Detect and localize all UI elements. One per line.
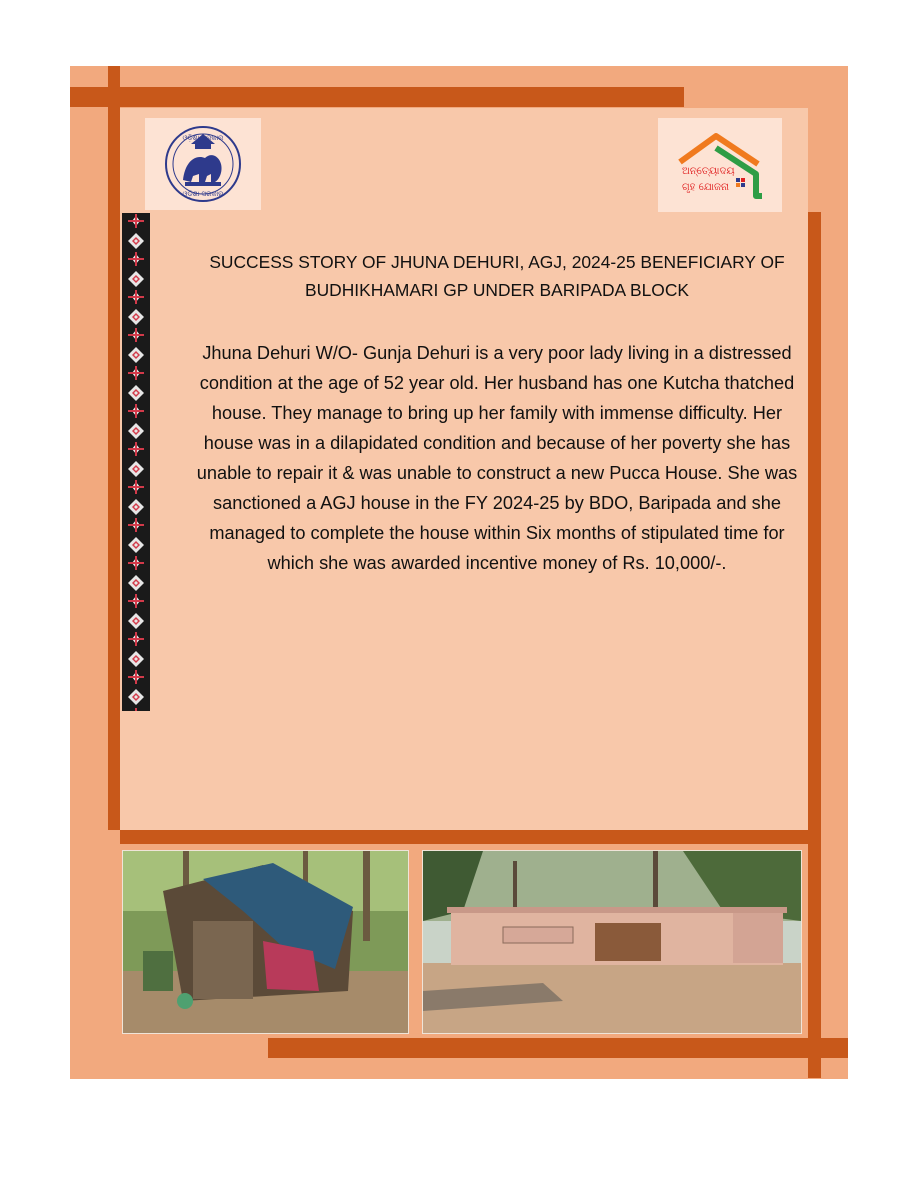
top-bar (70, 87, 684, 107)
pucca-house-image-icon (423, 851, 801, 1033)
middle-bar (120, 830, 821, 844)
kutcha-hut-image-icon (123, 851, 408, 1033)
story-paragraph: Jhuna Dehuri W/O- Gunja Dehuri is a very poor lady living in a distressed condition at the age of 52 year old. Her husband has one Kutcha thatched house. They manage to bring up her family with immense difficulty. Her house was in a dilapidated condition and because of her poverty she has unable to repair it & was unable to construct a new Pucca House. She was sanctioned a AGJ house in the FY 2024-25 by BDO, Baripada and she managed to complete the house within Six months of stipulated time for which she was awarded incentive money of Rs. 10,000/-. (196, 343, 798, 573)
right-vertical-bar (808, 212, 821, 1078)
seal-text-bottom: ଓଡ଼ିଶା ସରକାର (182, 190, 224, 198)
story-headline: SUCCESS STORY OF JHUNA DEHURI, AGJ, 2024-25 BENEFICIARY OF BUDHIKHAMARI GP UNDER BARIPADA BLOCK (209, 252, 785, 300)
odisha-seal-icon (145, 118, 261, 210)
after-house-photo (422, 850, 802, 1034)
before-house-photo (122, 850, 409, 1034)
bottom-bar (268, 1038, 848, 1058)
ikat-motif-border (122, 213, 150, 711)
scheme-name-line2: ଗୃହ ଯୋଜନା (682, 182, 730, 193)
left-vertical-bar (108, 66, 120, 830)
scheme-logo-box (658, 118, 782, 212)
odisha-seal-logo-box (145, 118, 261, 210)
house-logo-icon (658, 118, 782, 212)
scheme-name-line1: ଅନ୍ତ୍ୟୋଦୟ (682, 166, 735, 177)
ikat-pattern-icon (122, 213, 150, 711)
seal-text-top: ଓଡ଼ିଶା ସରକାର (182, 134, 224, 142)
